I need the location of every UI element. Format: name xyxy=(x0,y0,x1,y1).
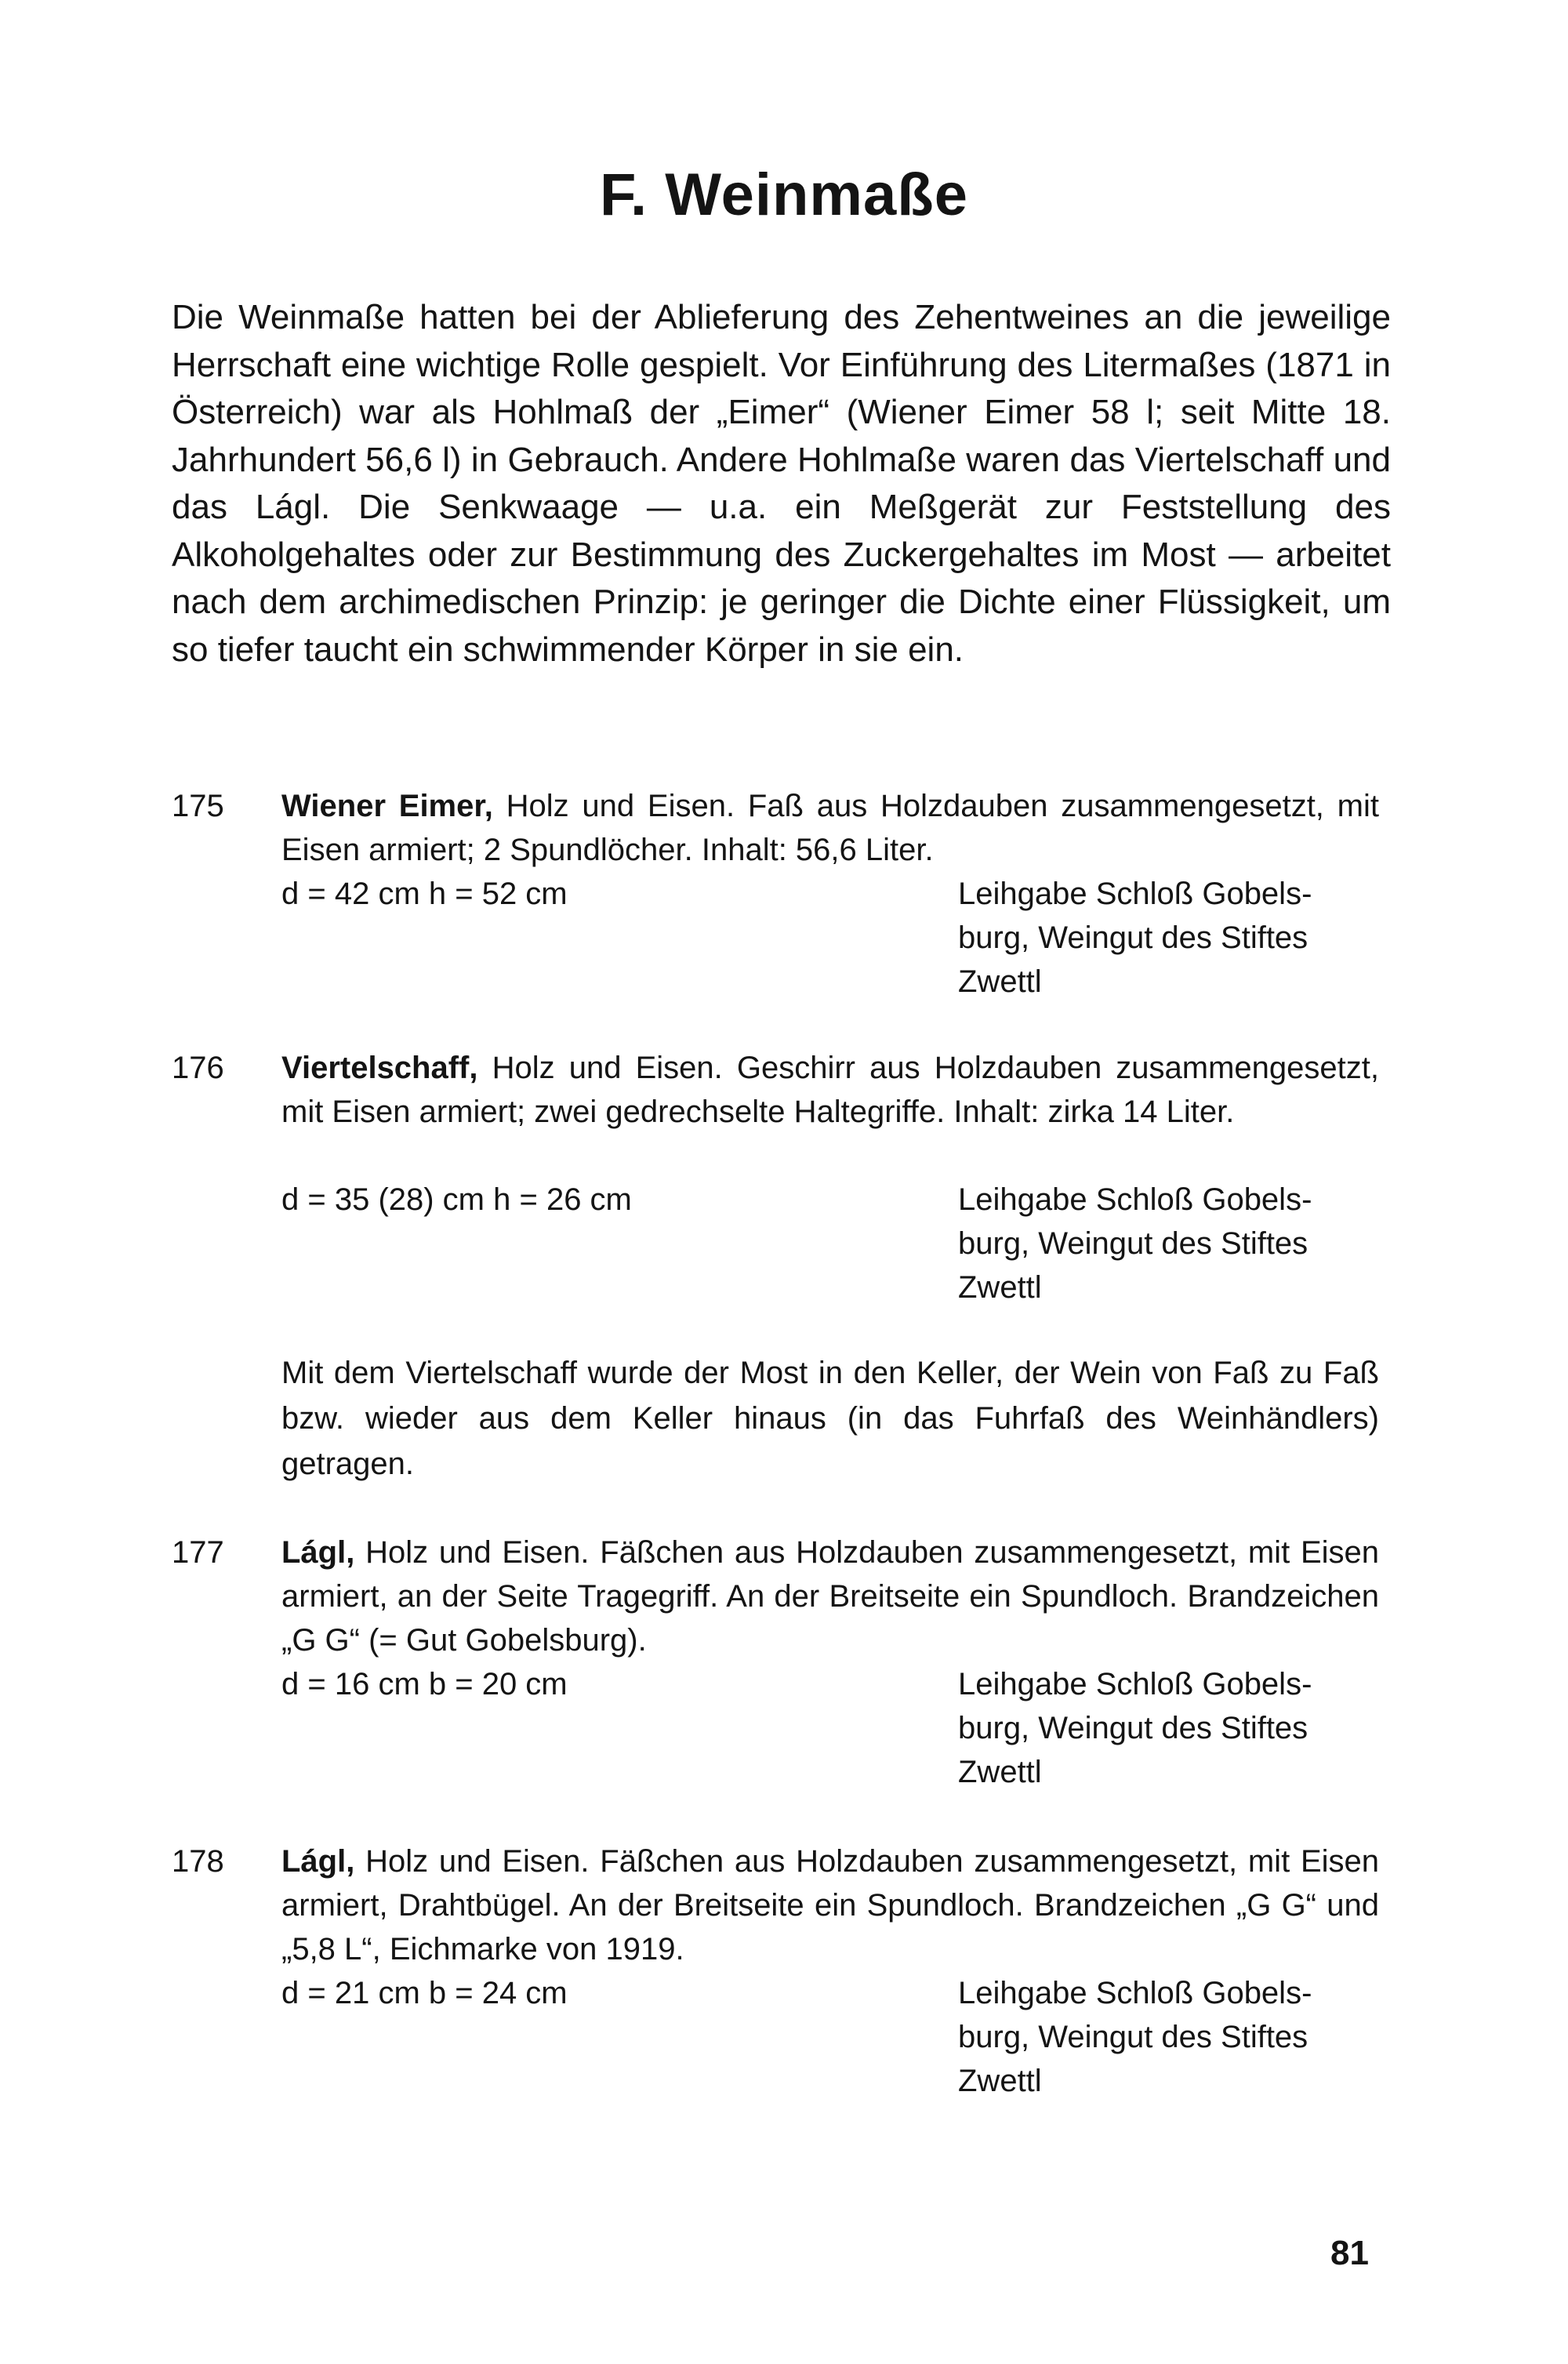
entry-dimensions: d = 35 (28) cm h = 26 cm xyxy=(281,1182,632,1217)
entry-number: 178 xyxy=(172,1844,224,1879)
entry-text: Holz und Eisen. Fäßchen aus Holzdauben zusammengesetzt, mit Eisen armiert, an der Seite Tragegriff. An der Breitseite ein Spundloch. Brandzeichen „G G“ (= Gut Gobelsburg). xyxy=(281,1535,1379,1658)
section-heading: F. Weinmaße xyxy=(600,162,968,228)
entry-number: 177 xyxy=(172,1535,224,1570)
loan-line: burg, Weingut des Stiftes xyxy=(958,1711,1308,1745)
entry-name: Wiener Eimer, xyxy=(281,789,493,823)
entry-number: 175 xyxy=(172,789,224,823)
entry-name: Lágl, xyxy=(281,1844,355,1879)
entry-name: Viertelschaff, xyxy=(281,1051,478,1085)
loan-line: burg, Weingut des Stiftes xyxy=(958,1226,1308,1261)
entry-loan xyxy=(958,1662,1397,1794)
loan-line: Zwettl xyxy=(958,964,1042,999)
loan-line: Leihgabe Schloß Gobels- xyxy=(958,1976,1312,2010)
entry-description xyxy=(281,1839,1379,1971)
loan-line: burg, Weingut des Stiftes xyxy=(958,921,1308,955)
loan-line: Leihgabe Schloß Gobels- xyxy=(958,877,1312,911)
entry-loan xyxy=(958,1971,1397,2103)
note-paragraph: Mit dem Viertelschaff wurde der Most in den Keller, der Wein von Faß zu Faß bzw. wieder aus dem Keller hinaus (in das Fuhrfaß des Weinhändlers) getragen. xyxy=(281,1356,1379,1481)
entry-description xyxy=(281,784,1379,872)
loan-line: burg, Weingut des Stiftes xyxy=(958,2020,1308,2054)
entry-number: 176 xyxy=(172,1051,224,1085)
entry-dimensions: d = 42 cm h = 52 cm xyxy=(281,877,568,911)
loan-line: Zwettl xyxy=(958,2064,1042,2098)
loan-line: Zwettl xyxy=(958,1755,1042,1789)
entry-text: Holz und Eisen. Fäßchen aus Holzdauben zusammengesetzt, mit Eisen armiert, Drahtbügel. An der Breitseite ein Spundloch. Brandzeichen „G G“ und „5,8 L“, Eichmarke von 1919. xyxy=(281,1844,1379,1966)
entry-loan xyxy=(958,1178,1397,1309)
entry-name: Lágl, xyxy=(281,1535,355,1570)
entry-loan xyxy=(958,872,1397,1004)
entry-dimensions: d = 21 cm b = 24 cm xyxy=(281,1976,568,2010)
loan-line: Leihgabe Schloß Gobels- xyxy=(958,1182,1312,1217)
loan-line: Zwettl xyxy=(958,1270,1042,1305)
entry-text: Holz und Eisen. Geschirr aus Holzdauben zusammengesetzt, mit Eisen armiert; zwei gedrechselte Haltegriffe. Inhalt: zirka 14 Liter. xyxy=(281,1051,1379,1129)
entry-description xyxy=(281,1046,1379,1134)
entry-dimensions: d = 16 cm b = 20 cm xyxy=(281,1667,568,1701)
intro-paragraph: Die Weinmaße hatten bei der Ablieferung des Zehentweines an die jeweilige Herrschaft eine wichtige Rolle gespielt. Vor Einführung des Litermaßes (1871 in Österreich) war als Hohlmaß der „Eimer“ (Wiener Eimer 58 l; seit Mitte 18. Jahrhundert 56,6 l) in Gebrauch. Andere Hohlmaße waren das Viertelschaff und das Lágl. Die Senkwaage — u.a. ein Meßgerät zur Feststellung des Alkoholgehaltes oder zur Bestimmung des Zuckergehaltes im Most — arbeitet nach dem archimedischen Prinzip: je geringer die Dichte einer Flüssigkeit, um so tiefer taucht ein schwimmender Körper in sie ein. xyxy=(172,298,1391,669)
page-number: 81 xyxy=(1330,2234,1369,2272)
entry-text: Holz und Eisen. Faß aus Holzdauben zusammengesetzt, mit Eisen armiert; 2 Spundlöcher. Inhalt: 56,6 Liter. xyxy=(281,789,1380,867)
loan-line: Leihgabe Schloß Gobels- xyxy=(958,1667,1312,1701)
entry-description xyxy=(281,1531,1379,1662)
